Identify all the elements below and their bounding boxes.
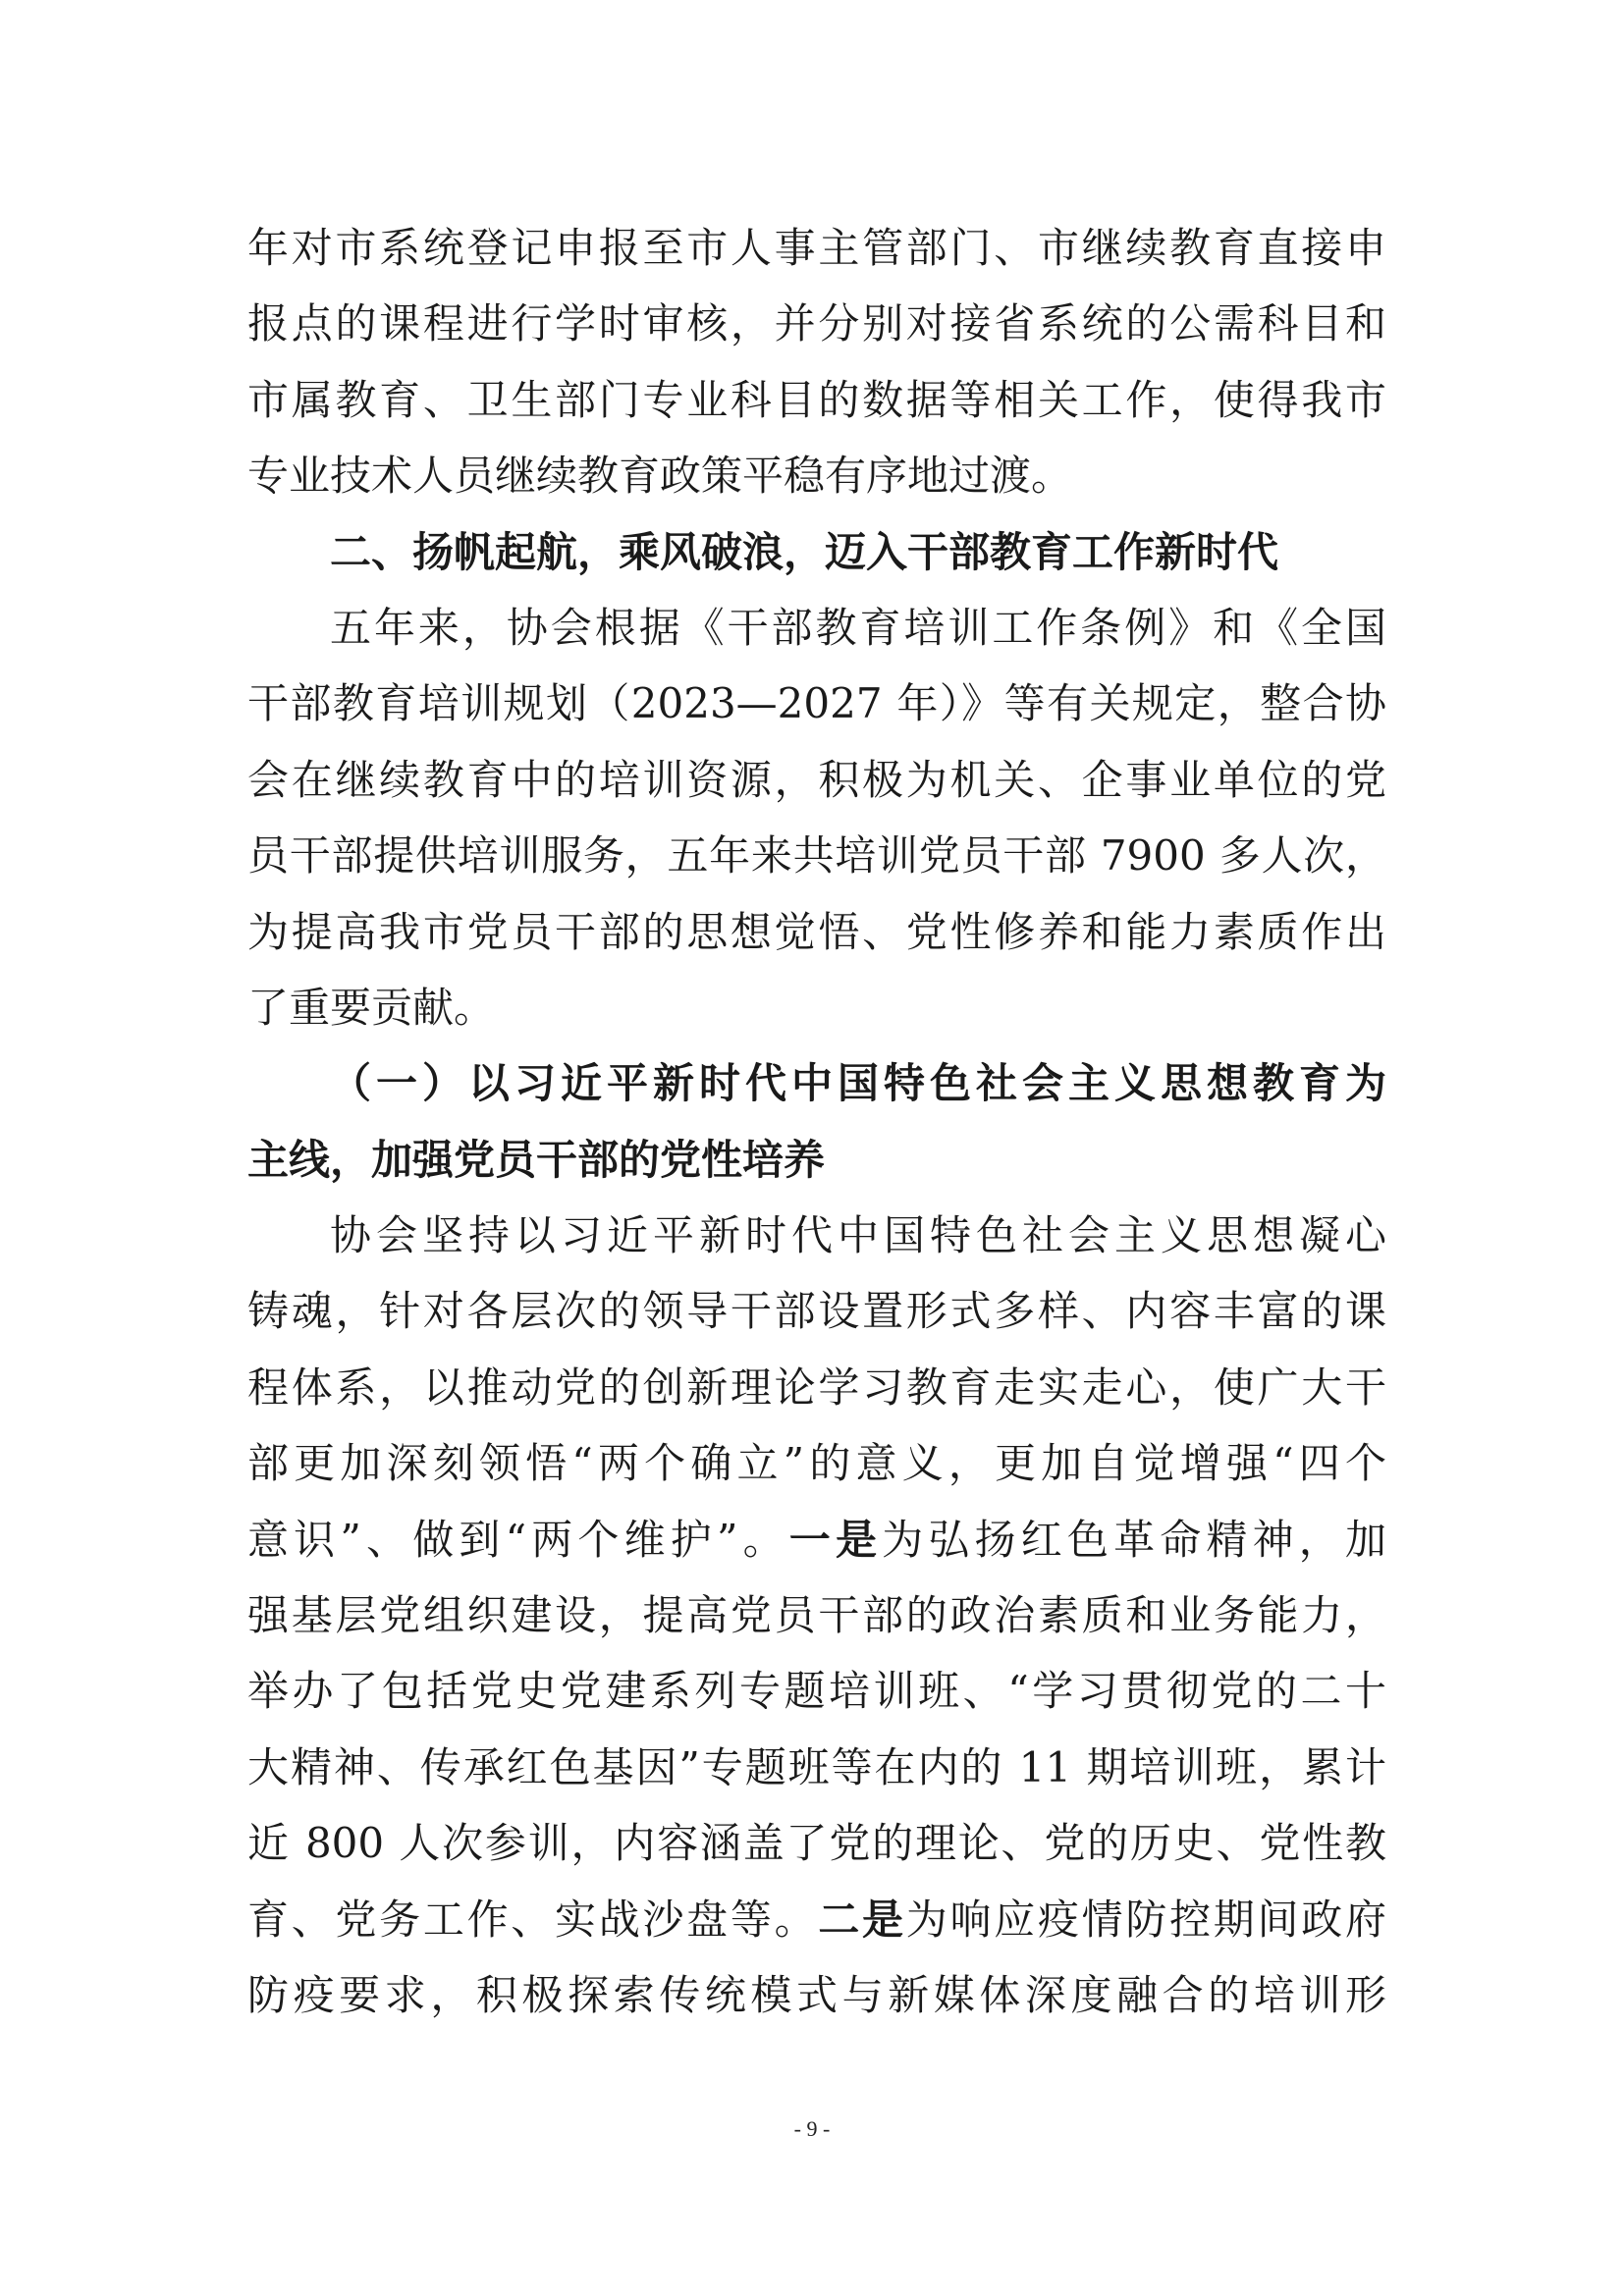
paragraph [247,1198,1386,2033]
emphasis-marker: 一是 [788,1515,883,1564]
page-content [247,210,1386,2033]
section-heading [247,514,1386,590]
text-span: 意识”、做到“两个维护”。 [247,1515,789,1564]
text-line [247,1502,1386,1577]
text-line: 五年来，协会根据《干部教育培训工作条例》和《全国 [330,603,1386,652]
text-line: 报点的课程进行学时审核，并分别对接省系统的公需科目和 [247,299,1386,348]
text-line: 防疫要求，积极探索传统模式与新媒体深度融合的培训形 [247,1970,1386,2019]
text-line: 部更加深刻领悟“两个确立”的意义，更加自觉增强“四个 [247,1439,1386,1488]
text-line: 为提高我市党员干部的思想觉悟、党性修养和能力素质作出 [247,907,1386,956]
text-line: 年对市系统登记申报至市人事主管部门、市继续教育直接申 [247,224,1386,272]
text-line: 协会坚持以习近平新时代中国特色社会主义思想凝心 [330,1211,1386,1260]
text-line: 程体系，以推动党的创新理论学习教育走实走心，使广大干 [247,1362,1386,1412]
text-line: 举办了包括党史党建系列专题培训班、“学习贯彻党的二十 [247,1667,1386,1716]
subsection-heading [247,1045,1386,1198]
text-span: 为弘扬红色革命精神，加 [882,1515,1386,1564]
heading-text: （一）以习近平新时代中国特色社会主义思想教育为 [330,1059,1386,1108]
text-line: 专业技术人员继续教育政策平稳有序地过渡。 [247,452,1073,501]
text-line: 大精神、传承红色基因”专题班等在内的 11 期培训班，累计 [247,1742,1386,1791]
emphasis-marker: 二是 [818,1895,906,1944]
heading-text: 主线，加强党员干部的党性培养 [247,1135,826,1184]
text-line: 会在继续教育中的培训资源，积极为机关、企事业单位的党 [247,755,1386,804]
text-line: 了重要贡献。 [247,983,496,1032]
text-line: 铸魂，针对各层次的领导干部设置形式多样、内容丰富的课 [247,1287,1386,1336]
text-line: 近 800 人次参训，内容涵盖了党的理论、党的历史、党性教 [247,1819,1386,1868]
text-line: 市属教育、卫生部门专业科目的数据等相关工作，使得我市 [247,375,1386,424]
heading-text: 二、扬帆起航，乘风破浪，迈入干部教育工作新时代 [330,527,1279,576]
text-line: 强基层党组织建设，提高党员干部的政治素质和业务能力， [247,1591,1386,1640]
text-line [247,1882,1386,1957]
page-number: - 9 - [793,2116,831,2141]
text-line: 干部教育培训规划（2023—2027 年）》等有关规定，整合协 [247,679,1386,728]
paragraph [247,590,1386,1045]
paragraph [247,210,1386,514]
text-span: 为响应疫情防控期间政府 [905,1895,1386,1944]
text-line: 员干部提供培训服务，五年来共培训党员干部 7900 多人次， [247,831,1386,881]
text-span: 育、党务工作、实战沙盘等。 [247,1895,819,1944]
